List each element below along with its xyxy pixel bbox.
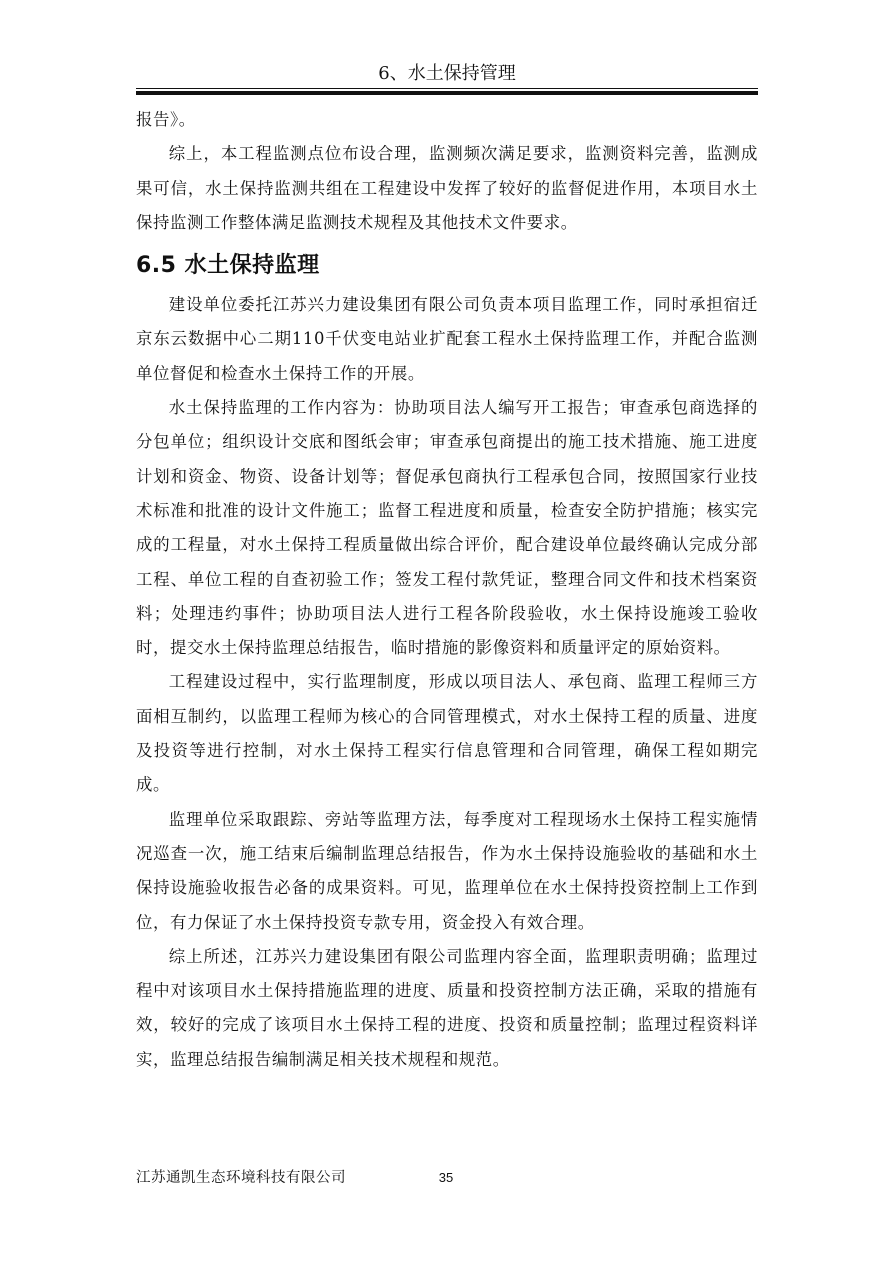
- paragraph-supervision-system: 工程建设过程中，实行监理制度，形成以项目法人、承包商、监理工程师三方面相互制约，以监理工程师为核心的合同管理模式，对水土保持工程的质量、进度及投资等进行控制，对水土保持工程实行信息管理和合同管理，确保工程如期完成。: [136, 672, 758, 795]
- running-header-title: 6、水土保持管理: [378, 63, 516, 84]
- paragraph-monitoring-summary: 综上，本工程监测点位布设合理，监测频次满足要求，监测资料完善，监测成果可信，水土保持监测共组在工程建设中发挥了较好的监督促进作用，本项目水土保持监测工作整体满足监测技术规程及其他技术文件要求。: [136, 144, 758, 232]
- header-rule-thick: [136, 91, 758, 95]
- paragraph-supervision-method: 监理单位采取跟踪、旁站等监理方法，每季度对工程现场水土保持工程实施情况巡查一次，施工结束后编制监理总结报告，作为水土保持设施验收的基础和水土保持设施验收报告必备的成果资料。可见，监理单位在水土保持投资控制上工作到位，有力保证了水土保持投资专款专用，资金投入有效合理。: [136, 809, 758, 932]
- page-number: 35: [438, 1170, 454, 1185]
- paragraph-continued: 报告》。: [136, 110, 196, 129]
- body-text: [136, 103, 758, 1077]
- paragraph-supervision-content: 水土保持监理的工作内容为：协助项目法人编写开工报告；审查承包商选择的分包单位；组织设计交底和图纸会审；审查承包商提出的施工技术措施、施工进度计划和资金、物资、设备计划等；督促承包商执行工程承包合同，按照国家行业技术标准和批准的设计文件施工；监督工程进度和质量，检查安全防护措施；核实完成的工程量，对水土保持工程质量做出综合评价，配合建设单位最终确认完成分部工程、单位工程的自查初验工作；签发工程付款凭证，整理合同文件和技术档案资料；处理违约事件；协助项目法人进行工程各阶段验收，水土保持设施竣工验收时，提交水土保持监理总结报告，临时措施的影像资料和质量评定的原始资料。: [136, 398, 758, 658]
- section-heading: 6.5 水土保持监理: [136, 253, 320, 279]
- footer-company: 江苏通凯生态环境科技有限公司: [136, 1170, 346, 1186]
- header-rule-thin: [136, 88, 758, 89]
- paragraph-supervision-entrust: 建设单位委托江苏兴力建设集团有限公司负责本项目监理工作，同时承担宿迁京东云数据中心二期110千伏变电站业扩配套工程水土保持监理工作，并配合监测单位督促和检查水土保持工作的开展。: [136, 295, 758, 383]
- paragraph-supervision-conclusion: 综上所述，江苏兴力建设集团有限公司监理内容全面，监理职责明确；监理过程中对该项目水土保持措施监理的进度、质量和投资控制方法正确，采取的措施有效，较好的完成了该项目水土保持工程的进度、投资和质量控制；监理过程资料详实，监理总结报告编制满足相关技术规程和规范。: [136, 946, 758, 1069]
